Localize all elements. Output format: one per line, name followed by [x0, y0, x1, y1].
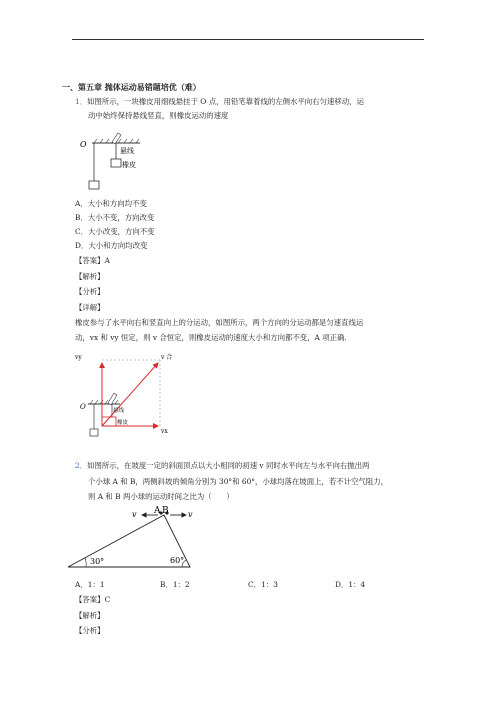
- q1-analysis: 【解析】: [75, 272, 105, 281]
- q1-explain-line1: 橡皮参与了水平向右和竖直向上的分运动，如图所示，两个方向的分运动都是匀速直线运: [75, 318, 364, 327]
- q1-number: 1．: [75, 97, 88, 106]
- q2-option-b: B．1：2: [160, 580, 190, 589]
- q1-option-a: A．大小和方向均不变: [75, 199, 147, 208]
- eraser-left: [90, 429, 98, 436]
- label-eraser: 橡皮: [122, 161, 136, 169]
- q2-figure: [66, 503, 206, 571]
- label-b: B: [162, 506, 169, 516]
- q1-option-c: C．大小改变，方向不变: [75, 227, 155, 236]
- q2-option-d: D．1：4: [335, 580, 366, 589]
- q2-stem-line3: 则 A 和 B 两小球的运动时间之比为（ ）: [88, 492, 234, 501]
- label-o: O: [80, 140, 87, 149]
- q2-fenxi: 【分析】: [75, 626, 105, 635]
- q1-answer: 【答案】A: [75, 256, 110, 265]
- eraser-right: [111, 159, 121, 167]
- label-string: 悬线: [113, 408, 125, 414]
- section-title: 一、第五章 抛体运动易错题培优（难）: [62, 83, 201, 92]
- q1-explain-line2: 动，vx 和 vy 恒定，则 v 合恒定，则橡皮运动的速度大小和方向都不变，A 项正确.: [75, 333, 347, 342]
- q2-option-c: C．1：3: [248, 580, 278, 589]
- q1-option-d: D．大小和方向均改变: [75, 241, 148, 250]
- label-o: O: [80, 403, 86, 411]
- v-resultant-arrow: [102, 363, 158, 426]
- q1-detail: 【详解】: [75, 303, 105, 312]
- q2-answer: 【答案】C: [75, 595, 111, 604]
- q2-stem-line2: 个小球 A 和 B，两侧斜坡的倾角分别为 30°和 60°，小球均落在坡面上，若不计空气阻力，: [88, 477, 388, 486]
- label-v-right: v: [188, 510, 193, 519]
- header-rule: [72, 39, 424, 40]
- q1-stem-line2: 动中始终保持悬线竖直，则橡皮运动的速度: [88, 111, 229, 120]
- label-string: 悬线: [120, 147, 134, 155]
- angle-arc-30: [85, 558, 86, 567]
- label-eraser: 橡皮: [117, 420, 129, 426]
- label-a: A: [154, 506, 161, 516]
- q1-velocity-figure: [75, 349, 190, 441]
- q1-option-b: B．大小不变，方向改变: [75, 213, 155, 222]
- q2-stem-line1: 2．如图所示，在坡度一定的斜面顶点以大小相同的初速 v 同时水平向左与水平向右抛出两: [75, 461, 370, 470]
- q1-figure: [78, 133, 168, 193]
- label-60deg: 60°: [170, 556, 185, 565]
- q1-fenxi: 【分析】: [75, 287, 105, 296]
- label-v-resultant: v 合: [161, 354, 173, 361]
- pencil-icon: [112, 133, 121, 144]
- eraser-left: [89, 181, 99, 189]
- label-vx: vx: [161, 428, 168, 435]
- label-v-left: v: [132, 510, 137, 519]
- q2-number: 2．: [75, 461, 88, 470]
- q2-option-a: A．1：1: [75, 580, 105, 589]
- label-vy: vy: [75, 354, 82, 361]
- q1-stem-line1: 1．如图所示，一块橡皮用细线悬挂于 O 点，用铅笔靠着线的左侧水平向右匀速移动，运: [75, 97, 364, 106]
- label-30deg: 30°: [90, 557, 105, 566]
- q2-analysis: 【解析】: [75, 611, 105, 620]
